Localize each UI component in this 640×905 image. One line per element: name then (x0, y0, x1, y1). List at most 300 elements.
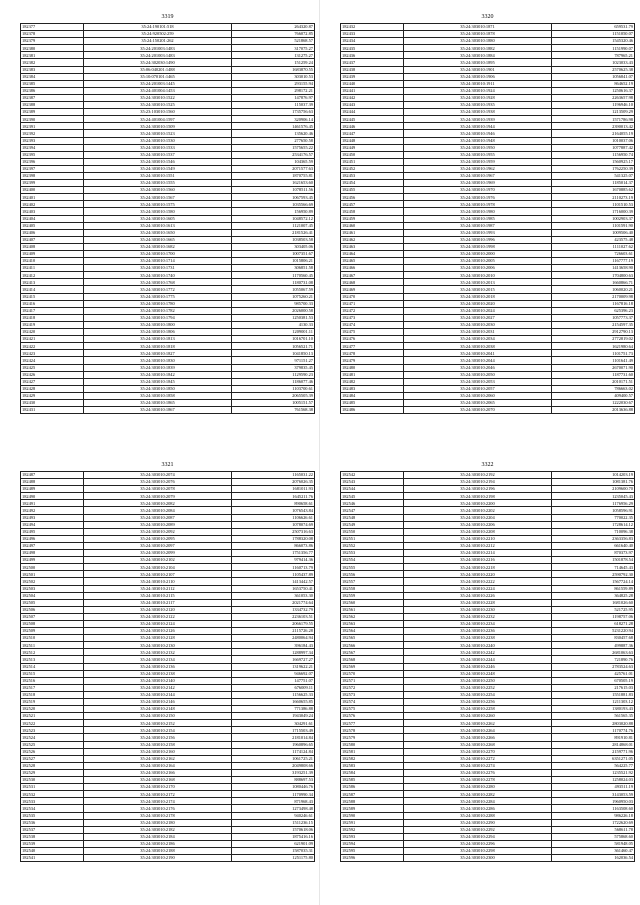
row-number-cell: 182518 (21, 691, 84, 698)
table-row (21, 94, 315, 101)
row-number-cell: 182393 (21, 137, 84, 144)
value-cell: 1258024.03 (552, 777, 635, 784)
table-row (341, 158, 635, 165)
value-cell: 1180731.08 (232, 279, 315, 286)
value-cell: 561565.35 (552, 713, 635, 720)
table-row (341, 87, 635, 94)
data-table (340, 23, 635, 414)
table-row (21, 642, 315, 649)
table-row (21, 286, 315, 293)
value-cell: 1187731.60 (552, 371, 635, 378)
cadastral-number-cell: 35:24:303010:2256 (404, 699, 552, 706)
cadastral-number-cell: 35:24:303010:2166 (84, 769, 232, 776)
table-row (341, 585, 635, 592)
cadastral-number-cell: 35:24:201003:1445 (84, 80, 232, 87)
cadastral-number-cell: 35:24:303010:1950 (404, 144, 552, 151)
value-cell: 1041850.13 (232, 350, 315, 357)
cadastral-number-cell: 35:24:303010:2115 (84, 592, 232, 599)
row-number-cell: 182458 (341, 208, 404, 215)
value-cell: 364825.28 (552, 592, 635, 599)
row-number-cell: 182554 (341, 557, 404, 564)
row-number-cell: 182467 (341, 272, 404, 279)
row-number-cell: 182387 (21, 94, 84, 101)
row-number-cell: 182470 (341, 293, 404, 300)
page-quadrant-top-right (340, 14, 635, 414)
row-number-cell: 182524 (21, 734, 84, 741)
cadastral-number-cell: 35:24:303010:2087 (84, 514, 232, 521)
cadastral-number-cell: 35:24:303010:2286 (404, 805, 552, 812)
row-number-cell: 182451 (341, 158, 404, 165)
row-number-cell: 182432 (341, 24, 404, 31)
value-cell: 2170009.98 (552, 293, 635, 300)
cadastral-number-cell: 35:24:303010:1700 (84, 251, 232, 258)
row-number-cell: 182402 (21, 201, 84, 208)
table-row (21, 734, 315, 741)
value-cell: 1222030.67 (552, 399, 635, 406)
table-row (21, 378, 315, 385)
cadastral-number-cell: 35:24:401004:1597 (84, 116, 232, 123)
cadastral-number-cell: 35:24:303010:1882 (404, 45, 552, 52)
value-cell: 264320.87 (232, 24, 315, 31)
value-cell: 1461576.45 (232, 123, 315, 130)
cadastral-number-cell: 35:24:303010:2200 (404, 500, 552, 507)
value-cell: 888697.53 (232, 777, 315, 784)
table-row (21, 236, 315, 243)
cadastral-number-cell: 35:24:303010:2230 (404, 606, 552, 613)
table-row (341, 699, 635, 706)
row-number-cell: 182593 (341, 833, 404, 840)
table-row (21, 507, 315, 514)
cadastral-number-cell: 35:24:303010:1775 (84, 293, 232, 300)
cadastral-number-cell: 35:24:303010:1865 (84, 399, 232, 406)
cadastral-number-cell: 35:24:303010:2238 (404, 635, 552, 642)
row-number-cell: 182454 (341, 180, 404, 187)
value-cell: 986226.18 (552, 812, 635, 819)
cadastral-number-cell: 35:24:303010:2050 (404, 371, 552, 378)
cadastral-number-cell: 35:24:303010:2122 (84, 613, 232, 620)
cadastral-number-cell: 35:24:303010:1537 (84, 151, 232, 158)
cadastral-number-cell: 35:24:303010:1731 (84, 265, 232, 272)
table-row (21, 300, 315, 307)
cadastral-number-cell: 35:24:303010:1938 (404, 109, 552, 116)
value-cell: 1016701.10 (232, 336, 315, 343)
table-row (21, 38, 315, 45)
table-row (341, 677, 635, 684)
cadastral-number-cell: 35:24:303010:1867 (84, 407, 232, 414)
value-cell: 1056521.71 (232, 343, 315, 350)
value-cell: 871968.43 (232, 798, 315, 805)
row-number-cell: 182532 (21, 791, 84, 798)
table-row (21, 293, 315, 300)
table-row (341, 592, 635, 599)
cadastral-number-cell: 35:24:303010:2102 (84, 557, 232, 564)
row-number-cell: 182539 (21, 840, 84, 847)
cadastral-number-cell: 35:24:303010:1895 (404, 59, 552, 66)
cadastral-number-cell: 35:24:303010:2196 (404, 486, 552, 493)
value-cell: 521868.57 (232, 38, 315, 45)
value-cell: 499887.36 (552, 642, 635, 649)
table-row (21, 144, 315, 151)
page-quadrant-bottom-left (20, 462, 315, 862)
cadastral-number-cell: 35:24:303010:2270 (404, 748, 552, 755)
row-number-cell: 182455 (341, 187, 404, 194)
value-cell: 1060020.21 (552, 286, 635, 293)
cadastral-number-cell: 35:24:303010:2107 (84, 571, 232, 578)
table-row (21, 706, 315, 713)
table-row (21, 755, 315, 762)
value-cell: 2026000.58 (232, 307, 315, 314)
row-number-cell: 182395 (21, 151, 84, 158)
value-cell: 581948.05 (552, 840, 635, 847)
table-row (341, 243, 635, 250)
row-number-cell: 182437 (341, 59, 404, 66)
row-number-cell: 182478 (341, 350, 404, 357)
table-row (21, 748, 315, 755)
row-number-cell: 182526 (21, 748, 84, 755)
page-number: 3319 (161, 14, 174, 20)
cadastral-number-cell: 35:24:303010:1939 (404, 116, 552, 123)
table-row (21, 769, 315, 776)
cadastral-number-cell: 35:24:303010:2252 (404, 684, 552, 691)
table-row (21, 251, 315, 258)
table-row (341, 399, 635, 406)
value-cell: 1081381.76 (552, 479, 635, 486)
row-number-cell: 182384 (21, 73, 84, 80)
table-row (341, 321, 635, 328)
table-row (21, 364, 315, 371)
cadastral-number-cell: 35:24:303010:1858 (84, 392, 232, 399)
table-row (21, 24, 315, 31)
value-cell: 1023033.43 (552, 59, 635, 66)
cadastral-number-cell: 35:24:303010:2144 (84, 691, 232, 698)
cadastral-number-cell: 35:24:303010:2074 (84, 472, 232, 479)
table-row (341, 258, 635, 265)
value-cell: 1251175.80 (232, 855, 315, 862)
row-number-cell: 182407 (21, 236, 84, 243)
cadastral-number-cell: 35:24:303010:2204 (404, 514, 552, 521)
row-number-cell: 182514 (21, 663, 84, 670)
table-row (21, 109, 315, 116)
row-number-cell: 182409 (21, 251, 84, 258)
cadastral-number-cell: 35:24:303010:1985 (404, 215, 552, 222)
table-row (341, 777, 635, 784)
cadastral-number-cell: 35:24:303010:2178 (84, 812, 232, 819)
cadastral-number-cell: 35:24:303010:2136 (84, 663, 232, 670)
row-number-cell: 182414 (21, 286, 84, 293)
cadastral-number-cell: 35:24:303010:1928 (404, 94, 552, 101)
value-cell: 1669727.27 (232, 656, 315, 663)
table-row (341, 833, 635, 840)
table-row (341, 272, 635, 279)
cadastral-number-cell: 35:24:303010:2120 (84, 606, 232, 613)
table-row (341, 507, 635, 514)
row-number-cell: 182487 (21, 472, 84, 479)
value-cell: 2110273.19 (552, 194, 635, 201)
cadastral-number-cell: 35:24:303010:2000 (404, 251, 552, 258)
row-number-cell: 182399 (21, 180, 84, 187)
row-number-cell: 182398 (21, 172, 84, 179)
value-cell: 891910.81 (552, 734, 635, 741)
row-number-cell: 182528 (21, 762, 84, 769)
row-number-cell: 182489 (21, 486, 84, 493)
table-row (21, 158, 315, 165)
cadastral-number-cell: 35:24:303010:2150 (84, 713, 232, 720)
table-row (21, 542, 315, 549)
value-cell: 2590792.30 (552, 571, 635, 578)
row-number-cell: 182535 (21, 812, 84, 819)
table-row (21, 243, 315, 250)
cadastral-number-cell: 35:24:303010:1530 (84, 137, 232, 144)
row-number-cell: 182561 (341, 606, 404, 613)
cadastral-number-cell: 35:24:303010:2300 (404, 855, 552, 862)
cadastral-number-cell: 35:24:303010:2156 (84, 734, 232, 741)
row-number-cell: 182401 (21, 194, 84, 201)
table-row (21, 840, 315, 847)
value-cell: 1078511.56 (232, 187, 315, 194)
row-number-cell: 182468 (341, 279, 404, 286)
row-number-cell: 182560 (341, 599, 404, 606)
table-row (341, 180, 635, 187)
row-number-cell: 182508 (21, 620, 84, 627)
row-number-cell: 182587 (341, 791, 404, 798)
cadastral-number-cell: 35:24:303010:2130 (84, 642, 232, 649)
value-cell: 1413658.90 (552, 265, 635, 272)
cadastral-number-cell: 35:24:303010:2006 (404, 265, 552, 272)
row-number-cell: 182392 (21, 130, 84, 137)
value-cell: 131275.27 (232, 52, 315, 59)
table-row (21, 279, 315, 286)
value-cell: 2570625.38 (552, 66, 635, 73)
table-row (21, 493, 315, 500)
value-cell: 830457.68 (552, 635, 635, 642)
cadastral-number-cell: 35:24:303010:2170 (84, 784, 232, 791)
cadastral-number-cell: 35:24:303010:1962 (404, 165, 552, 172)
cadastral-number-cell: 35:24:303010:1650 (84, 229, 232, 236)
cadastral-number-cell: 35:24:303010:1967 (404, 172, 552, 179)
cadastral-number-cell: 35:24:303010:1780 (84, 300, 232, 307)
cadastral-number-cell: 35:24:303010:2097 (84, 542, 232, 549)
row-number-cell: 182575 (341, 706, 404, 713)
table-row (21, 385, 315, 392)
value-cell: 1943049.24 (232, 713, 315, 720)
row-number-cell: 182464 (341, 251, 404, 258)
value-cell: 1501878.54 (552, 557, 635, 564)
row-number-cell: 182452 (341, 165, 404, 172)
row-number-cell: 182552 (341, 542, 404, 549)
value-cell: 1101591.90 (552, 222, 635, 229)
table-row (341, 94, 635, 101)
table-row (341, 798, 635, 805)
row-number-cell: 182438 (341, 66, 404, 73)
row-number-cell: 182406 (21, 229, 84, 236)
row-number-cell: 182450 (341, 151, 404, 158)
value-cell: 303010.53 (232, 73, 315, 80)
table-row (341, 137, 635, 144)
value-cell: 1080446.76 (232, 784, 315, 791)
table-row (21, 357, 315, 364)
table-row (341, 300, 635, 307)
cadastral-number-cell: 35:24:303010:2146 (84, 699, 232, 706)
value-cell: 3143053.59 (552, 791, 635, 798)
value-cell: 1014203.19 (552, 472, 635, 479)
row-number-cell: 182565 (341, 635, 404, 642)
table-row (21, 314, 315, 321)
value-cell: 306851.58 (232, 265, 315, 272)
cadastral-number-cell: 35:24:303010:1546 (84, 158, 232, 165)
cadastral-number-cell: 35:24:303010:1533 (84, 144, 232, 151)
value-cell: 1007351.67 (232, 251, 315, 258)
table-row (341, 500, 635, 507)
table-row (341, 713, 635, 720)
value-cell: 1704800.63 (552, 272, 635, 279)
value-cell: 2010171.51 (552, 378, 635, 385)
table-row (21, 606, 315, 613)
table-row (21, 329, 315, 336)
table-row (341, 805, 635, 812)
table-row (341, 350, 635, 357)
cadastral-number-cell: 35:24:303010:2168 (84, 777, 232, 784)
cadastral-number-cell: 35:24:303010:2186 (84, 840, 232, 847)
cadastral-number-cell: 35:24:303010:2184 (84, 833, 232, 840)
value-cell: 864652.19 (552, 80, 635, 87)
cadastral-number-cell: 35:24:303010:2104 (84, 564, 232, 571)
row-number-cell: 182519 (21, 699, 84, 706)
value-cell: 1567724.14 (552, 578, 635, 585)
row-number-cell: 182540 (21, 847, 84, 854)
cadastral-number-cell: 35:24:303010:2082 (84, 500, 232, 507)
table-row (21, 578, 315, 585)
table-row (341, 606, 635, 613)
table-row (21, 557, 315, 564)
row-number-cell: 182463 (341, 243, 404, 250)
cadastral-number-cell: 35:24:303010:2160 (84, 748, 232, 755)
cadastral-number-cell: 35:24:303010:1935 (404, 102, 552, 109)
row-number-cell: 182494 (21, 521, 84, 528)
table-row (341, 649, 635, 656)
row-number-cell: 182382 (21, 59, 84, 66)
cadastral-number-cell: 35:24:303010:2244 (404, 656, 552, 663)
row-number-cell: 182430 (21, 399, 84, 406)
table-row (21, 727, 315, 734)
table-row (341, 550, 635, 557)
cadastral-number-cell: 35:24:303010:2117 (84, 599, 232, 606)
value-cell: 2013636.88 (552, 407, 635, 414)
table-row (341, 144, 635, 151)
cadastral-number-cell: 35:24:303010:2190 (84, 855, 232, 862)
table-row (21, 472, 315, 479)
value-cell: 1170560.45 (232, 272, 315, 279)
cadastral-number-cell: 35:24:303010:2162 (84, 755, 232, 762)
table-row (341, 73, 635, 80)
cadastral-number-cell: 35:24:303010:2078 (84, 486, 232, 493)
row-number-cell: 182381 (21, 52, 84, 59)
table-row (21, 635, 315, 642)
row-number-cell: 182389 (21, 109, 84, 116)
row-number-cell: 182471 (341, 300, 404, 307)
value-cell: 1235521.92 (552, 769, 635, 776)
table-row (341, 130, 635, 137)
cadastral-number-cell: 35:24:303010:2272 (404, 755, 552, 762)
table-row (341, 371, 635, 378)
cadastral-number-cell: 35:24:303010:2292 (404, 826, 552, 833)
value-cell: 379835.45 (232, 364, 315, 371)
table-row (21, 713, 315, 720)
row-number-cell: 182419 (21, 321, 84, 328)
value-cell: 2115726.28 (232, 628, 315, 635)
table-row (341, 38, 635, 45)
value-cell: 1273498.48 (232, 805, 315, 812)
row-number-cell: 182465 (341, 258, 404, 265)
cadastral-number-cell: 35:24:303010:1996 (404, 236, 552, 243)
value-cell: 2263657.98 (552, 94, 635, 101)
table-row (341, 741, 635, 748)
table-row (341, 571, 635, 578)
cadastral-number-cell: 35:06:040201:1488 (84, 66, 232, 73)
value-cell: 625396.23 (552, 307, 635, 314)
row-number-cell: 182426 (21, 371, 84, 378)
value-cell: 1660866.71 (552, 279, 635, 286)
cadastral-number-cell: 35:24:302030:1490 (84, 59, 232, 66)
table-row (21, 350, 315, 357)
table-row (21, 399, 315, 406)
cadastral-number-cell: 35:24:303010:1955 (404, 151, 552, 158)
table-row (21, 272, 315, 279)
value-cell: 396184.43 (232, 642, 315, 649)
value-cell: 1035566.69 (232, 201, 315, 208)
value-cell: 1176956.29 (552, 500, 635, 507)
row-number-cell: 182460 (341, 222, 404, 229)
value-cell: 1170774.76 (552, 727, 635, 734)
value-cell: 541325.07 (552, 172, 635, 179)
row-number-cell: 182537 (21, 826, 84, 833)
cadastral-number-cell: 35:24:303010:2110 (84, 578, 232, 585)
row-number-cell: 182534 (21, 805, 84, 812)
value-cell: 1621980.64 (552, 343, 635, 350)
row-number-cell: 182424 (21, 357, 84, 364)
row-number-cell: 182510 (21, 635, 84, 642)
table-row (341, 24, 635, 31)
value-cell: 4130.33 (232, 321, 315, 328)
value-cell: 2390013.42 (552, 123, 635, 130)
value-cell: 1209001.11 (232, 329, 315, 336)
cadastral-number-cell: 35:24:201003:1483 (84, 45, 232, 52)
table-row (341, 819, 635, 826)
value-cell: 2803020.88 (552, 720, 635, 727)
table-row (341, 251, 635, 258)
cadastral-number-cell: 35:24:303010:1924 (404, 87, 552, 94)
table-row (341, 486, 635, 493)
value-cell: 1545320.46 (552, 38, 635, 45)
table-row (21, 550, 315, 557)
value-cell: 766072.85 (232, 31, 315, 38)
table-row (341, 215, 635, 222)
table-row (341, 734, 635, 741)
cadastral-number-cell: 35:24:303010:2142 (84, 684, 232, 691)
cadastral-number-cell: 35:24:303010:2220 (404, 571, 552, 578)
table-row (21, 649, 315, 656)
row-number-cell: 182504 (21, 592, 84, 599)
table-row (341, 762, 635, 769)
value-cell: 861559.89 (552, 585, 635, 592)
row-number-cell: 182485 (341, 399, 404, 406)
cadastral-number-cell: 35:24:303010:2057 (404, 385, 552, 392)
row-number-cell: 182542 (341, 472, 404, 479)
cadastral-number-cell: 35:24:303010:2210 (404, 535, 552, 542)
cadastral-number-cell: 35:24:303010:2298 (404, 847, 552, 854)
row-number-cell: 182482 (341, 378, 404, 385)
value-cell: 2164055.19 (552, 130, 635, 137)
cadastral-number-cell: 35:24:201003:1483 (84, 52, 232, 59)
